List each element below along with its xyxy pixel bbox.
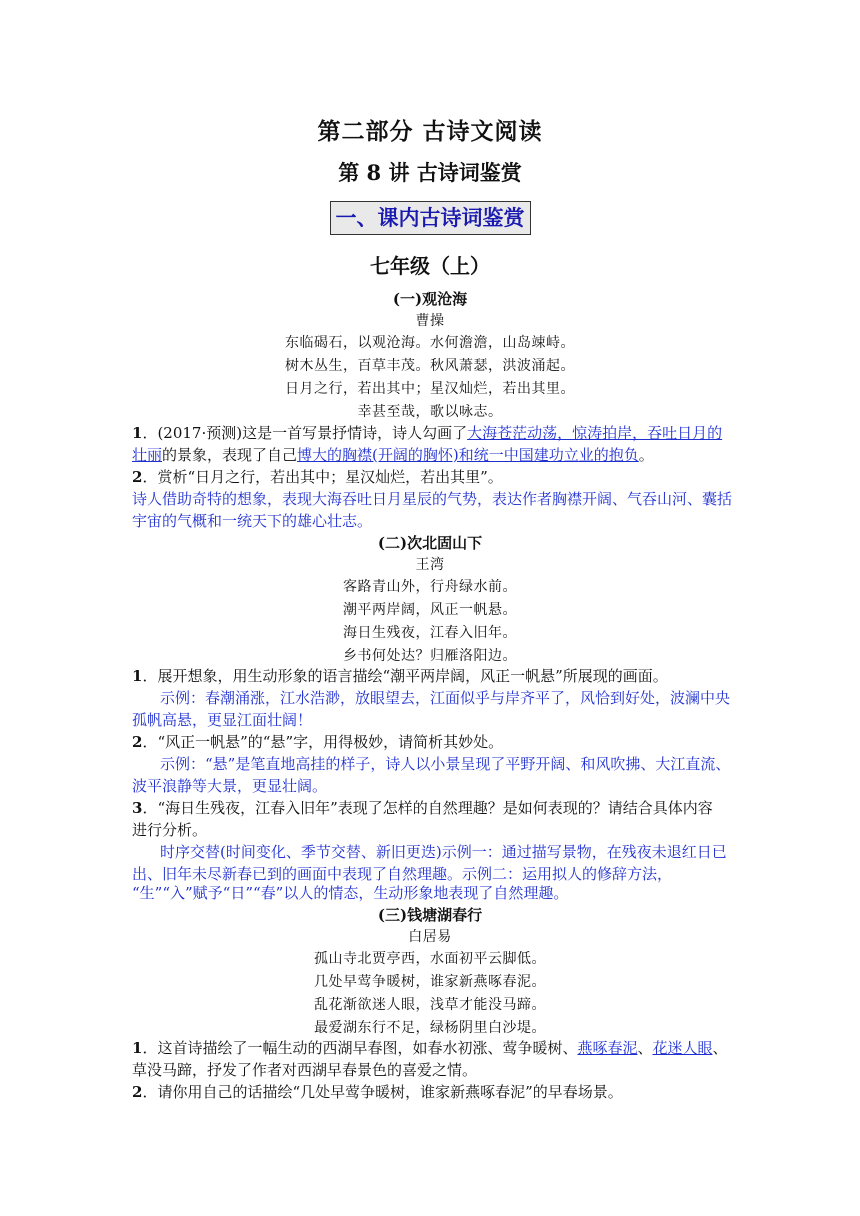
question [132, 732, 503, 753]
poem-line: 树木丛生，百草丰茂。秋风萧瑟，洪波涌起。 [285, 358, 575, 374]
question-number: 1 [132, 424, 143, 442]
question-number: 1 [132, 667, 143, 685]
answer-text: “生”“入”赋予“日”“春”以人的情态，生动形象地表现了自然理趣。 [132, 884, 569, 902]
question-text: ．“海日生残夜，江春入旧年”表现了怎样的自然理趣？是如何表现的？请结合具体内容 [142, 799, 713, 817]
question-text: ．这首诗描绘了一幅生动的西湖早春图，如春水初涨、莺争暖树、 [142, 1039, 578, 1057]
answer-blank: 燕啄春泥 [577, 1039, 638, 1057]
question-text: ．展开想象，用生动形象的语言描绘“潮平两岸阔，风正一帆悬”所展现的画面。 [142, 667, 668, 685]
poem-line: 几处早莺争暖树，谁家新燕啄春泥。 [314, 974, 546, 990]
poem-author: 曹操 [415, 313, 445, 329]
poem-line: 日月之行，若出其中；星汉灿烂，若出其里。 [285, 381, 575, 397]
answer-text: 示例：“悬”是笔直地高挂的样子，诗人以小景呈现了平野开阔、和风吹拂、大江直流、 [160, 755, 731, 773]
lecture-title: 第 8 讲 古诗词鉴赏 [338, 160, 522, 185]
poem-line: 乡书何处达？归雁洛阳边。 [343, 648, 517, 664]
answer-text: 示例：春潮涌涨，江水浩渺，放眼望去，江面似乎与岸齐平了，风恰到好处，波澜中央 [160, 689, 731, 707]
question-number: 1 [132, 1039, 143, 1057]
question [132, 1082, 623, 1103]
answer-blank: 壮丽 [132, 446, 163, 464]
question-continued: 草没马蹄，抒发了作者对西湖早春景色的喜爱之情。 [132, 1061, 478, 1079]
answer-text: 波平浪静等大景，更显壮阔。 [132, 777, 328, 795]
part-title: 第二部分 古诗文阅读 [317, 118, 543, 145]
question-text: 、 [712, 1039, 728, 1057]
poem-title: (三)钱塘湖春行 [377, 906, 483, 924]
question [132, 467, 503, 488]
question-text: 。 [638, 446, 654, 464]
answer-blank: 花迷人眼 [652, 1039, 713, 1057]
poem-title: (二)次北固山下 [377, 534, 483, 552]
poem-line: 幸甚至哉，歌以咏志。 [357, 404, 503, 420]
question-number: 3 [132, 799, 143, 817]
answer-text: 时序交替(时间变化、季节交替、新旧更迭)示例一：通过描写景物，在残夜未退红日已 [160, 843, 727, 861]
poem-line: 潮平两岸阔，风正一帆悬。 [343, 602, 517, 618]
question-text: 、 [637, 1039, 653, 1057]
question-text: 的景象，表现了自己 [162, 446, 298, 464]
question-continued: 进行分析。 [132, 821, 208, 839]
poem-line: 东临碣石，以观沧海。水何澹澹，山岛竦峙。 [285, 335, 575, 351]
poem-line: 客路青山外，行舟绿水前。 [343, 579, 517, 595]
answer-blank: 大海苍茫动荡，惊涛拍岸，吞吐日月的 [467, 424, 723, 442]
question-text: ．请你用自己的话描绘“几处早莺争暖树，谁家新燕啄春泥”的早春场景。 [142, 1083, 623, 1101]
question [132, 1038, 728, 1059]
poem-line: 最爱湖东行不足，绿杨阴里白沙堤。 [314, 1020, 546, 1036]
question [132, 666, 668, 687]
question-text: ．赏析“日月之行，若出其中；星汉灿烂，若出其里”。 [142, 468, 503, 486]
poem-title: (一)观沧海 [392, 290, 468, 308]
question [132, 798, 713, 819]
question-text: ．(2017·预测)这是一首写景抒情诗，诗人勾画了 [142, 424, 468, 442]
poem-line: 孤山寺北贾亭西，水面初平云脚低。 [314, 951, 546, 967]
poem-author: 白居易 [408, 929, 452, 945]
question-number: 2 [132, 733, 143, 751]
question-number: 2 [132, 1083, 143, 1101]
question [132, 423, 722, 444]
grade-heading: 七年级（上） [370, 254, 490, 278]
answer-text: 出、旧年未尽新春已到的画面中表现了自然理趣。示例二：运用拟人的修辞方法， [132, 865, 673, 883]
question-continued [132, 445, 654, 466]
question-text: ．“风正一帆悬”的“悬”字，用得极妙，请简析其妙处。 [142, 733, 504, 751]
section-title-box [0, 201, 860, 235]
poem-line: 乱花渐欲迷人眼，浅草才能没马蹄。 [314, 997, 546, 1013]
answer-text: 孤帆高悬，更显江面壮阔！ [132, 711, 313, 729]
answer-text: 宇宙的气概和一统天下的雄心壮志。 [132, 512, 373, 530]
question-number: 2 [132, 468, 143, 486]
answer-blank: 博大的胸襟(开阔的胸怀)和统一中国建功立业的抱负 [297, 446, 639, 464]
answer-text: 诗人借助奇特的想象，表现大海吞吐日月星辰的气势，表达作者胸襟开阔、气吞山河、囊括 [132, 490, 733, 508]
poem-author: 王湾 [415, 557, 445, 573]
section-title: 一、课内古诗词鉴赏 [330, 201, 531, 235]
poem-line: 海日生残夜，江春入旧年。 [343, 625, 517, 641]
